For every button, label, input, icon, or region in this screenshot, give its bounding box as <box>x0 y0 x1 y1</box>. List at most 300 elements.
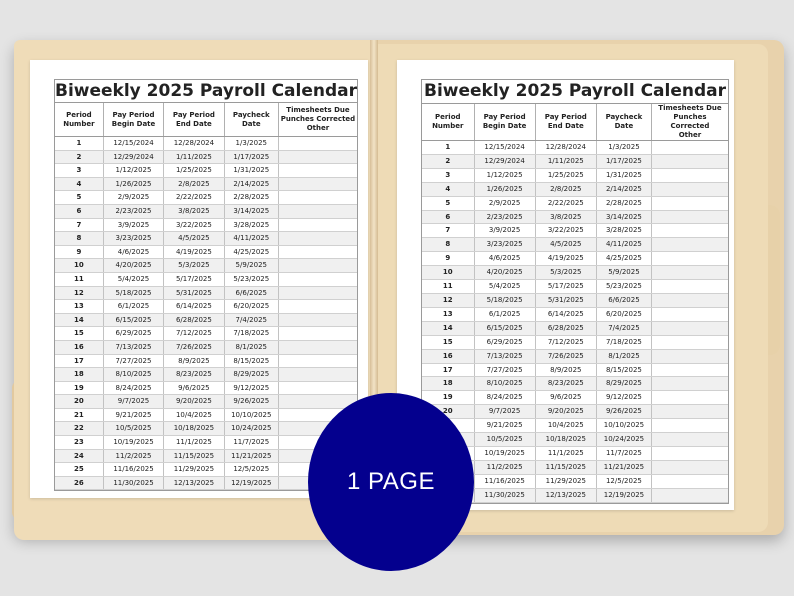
paycheck-date-cell: 8/29/2025 <box>596 377 651 391</box>
begin-date-cell: 2/9/2025 <box>474 196 535 210</box>
paycheck-date-cell: 1/31/2025 <box>224 164 278 178</box>
timesheets-due-cell <box>651 419 728 433</box>
timesheets-due-cell <box>651 474 728 488</box>
paycheck-date-cell: 1/3/2025 <box>224 137 278 151</box>
timesheets-due-cell <box>651 266 728 280</box>
end-date-header: Pay Period End Date <box>164 103 224 137</box>
paycheck-date-cell: 1/3/2025 <box>596 141 651 155</box>
period-number-cell: 3 <box>55 164 103 178</box>
end-date-cell: 10/18/2025 <box>535 433 596 447</box>
timesheets-due-header: Timesheets Due Punches Corrected Other <box>651 104 728 141</box>
timesheets-due-cell <box>278 381 357 395</box>
paycheck-date-header: Paycheck Date <box>596 104 651 141</box>
period-number-cell: 19 <box>55 381 103 395</box>
timesheets-due-cell <box>278 150 357 164</box>
period-number-cell: 24 <box>55 449 103 463</box>
payroll-table <box>55 103 357 490</box>
begin-date-cell: 2/23/2025 <box>474 210 535 224</box>
begin-date-header: Pay Period Begin Date <box>474 104 535 141</box>
period-number-cell: 17 <box>55 354 103 368</box>
end-date-cell: 5/3/2025 <box>164 259 224 273</box>
begin-date-cell: 3/23/2025 <box>474 238 535 252</box>
begin-date-cell: 11/16/2025 <box>474 474 535 488</box>
timesheets-due-cell <box>651 405 728 419</box>
paycheck-date-cell: 4/11/2025 <box>224 232 278 246</box>
table-row <box>55 354 357 368</box>
paycheck-date-cell: 12/5/2025 <box>596 474 651 488</box>
table-row <box>422 377 728 391</box>
timesheets-due-cell <box>651 154 728 168</box>
begin-date-cell: 6/29/2025 <box>474 335 535 349</box>
paycheck-date-cell: 7/4/2025 <box>596 321 651 335</box>
table-row <box>55 272 357 286</box>
paycheck-date-cell: 8/15/2025 <box>596 363 651 377</box>
end-date-cell: 6/28/2025 <box>535 321 596 335</box>
end-date-cell: 8/9/2025 <box>164 354 224 368</box>
table-row <box>422 252 728 266</box>
end-date-cell: 11/15/2025 <box>535 460 596 474</box>
end-date-cell: 1/25/2025 <box>164 164 224 178</box>
begin-date-cell: 8/10/2025 <box>474 377 535 391</box>
paycheck-date-cell: 5/9/2025 <box>224 259 278 273</box>
end-date-cell: 2/22/2025 <box>535 196 596 210</box>
end-date-cell: 1/25/2025 <box>535 168 596 182</box>
end-date-cell: 12/28/2024 <box>535 141 596 155</box>
timesheets-due-header: Timesheets Due Punches Corrected Other <box>278 103 357 137</box>
end-date-cell: 4/5/2025 <box>164 232 224 246</box>
end-date-cell: 10/4/2025 <box>164 408 224 422</box>
table-row <box>55 232 357 246</box>
begin-date-cell: 12/29/2024 <box>103 150 163 164</box>
period-number-cell: 26 <box>55 476 103 490</box>
timesheets-due-cell <box>651 307 728 321</box>
paycheck-date-cell: 3/14/2025 <box>596 210 651 224</box>
period-number-cell: 25 <box>55 463 103 477</box>
paycheck-date-cell: 4/25/2025 <box>224 245 278 259</box>
period-number-cell: 15 <box>422 335 474 349</box>
begin-date-cell: 1/26/2025 <box>103 177 163 191</box>
period-number-cell: 12 <box>422 293 474 307</box>
table-row <box>55 436 357 450</box>
end-date-cell: 12/28/2024 <box>164 137 224 151</box>
end-date-cell: 8/9/2025 <box>535 363 596 377</box>
table-row <box>422 280 728 294</box>
period-number-cell: 15 <box>55 327 103 341</box>
begin-date-cell: 4/6/2025 <box>474 252 535 266</box>
end-date-cell: 7/26/2025 <box>535 349 596 363</box>
paycheck-date-cell: 5/23/2025 <box>224 272 278 286</box>
end-date-cell: 4/19/2025 <box>535 252 596 266</box>
paycheck-date-cell: 12/19/2025 <box>224 476 278 490</box>
begin-date-header: Pay Period Begin Date <box>103 103 163 137</box>
table-row <box>55 259 357 273</box>
timesheets-due-cell <box>278 191 357 205</box>
table-row <box>422 349 728 363</box>
period-number-cell: 8 <box>422 238 474 252</box>
period-number-cell: 4 <box>55 177 103 191</box>
end-date-cell: 12/13/2025 <box>164 476 224 490</box>
timesheets-due-cell <box>278 177 357 191</box>
table-row <box>422 182 728 196</box>
timesheets-due-cell <box>651 391 728 405</box>
header-row <box>422 104 728 141</box>
begin-date-cell: 10/5/2025 <box>474 433 535 447</box>
end-date-cell: 11/1/2025 <box>535 446 596 460</box>
period-number-cell: 9 <box>422 252 474 266</box>
payroll-table <box>422 104 728 503</box>
begin-date-cell: 2/23/2025 <box>103 204 163 218</box>
timesheets-due-cell <box>651 196 728 210</box>
period-number-cell: 11 <box>422 280 474 294</box>
period-number-cell: 19 <box>422 391 474 405</box>
table-row <box>55 300 357 314</box>
begin-date-cell: 12/29/2024 <box>474 154 535 168</box>
paycheck-date-cell: 6/6/2025 <box>224 286 278 300</box>
period-number-cell: 7 <box>55 218 103 232</box>
begin-date-cell: 10/19/2025 <box>103 436 163 450</box>
begin-date-cell: 3/23/2025 <box>103 232 163 246</box>
timesheets-due-cell <box>278 272 357 286</box>
paycheck-date-cell: 1/17/2025 <box>224 150 278 164</box>
table-row <box>422 321 728 335</box>
end-date-cell: 3/8/2025 <box>164 204 224 218</box>
paycheck-date-cell: 9/12/2025 <box>224 381 278 395</box>
begin-date-cell: 4/6/2025 <box>103 245 163 259</box>
paycheck-date-cell: 9/12/2025 <box>596 391 651 405</box>
period-number-cell: 7 <box>422 224 474 238</box>
end-date-cell: 5/31/2025 <box>535 293 596 307</box>
payroll-calendar-right <box>421 79 729 504</box>
table-row <box>55 245 357 259</box>
period-number-cell: 12 <box>55 286 103 300</box>
end-date-cell: 8/23/2025 <box>535 377 596 391</box>
timesheets-due-cell <box>651 280 728 294</box>
paycheck-date-cell: 8/1/2025 <box>224 340 278 354</box>
timesheets-due-cell <box>278 327 357 341</box>
end-date-cell: 11/1/2025 <box>164 436 224 450</box>
end-date-cell: 10/18/2025 <box>164 422 224 436</box>
paycheck-date-cell: 11/7/2025 <box>224 436 278 450</box>
begin-date-cell: 7/27/2025 <box>474 363 535 377</box>
table-row <box>55 422 357 436</box>
table-body <box>55 137 357 490</box>
begin-date-cell: 6/29/2025 <box>103 327 163 341</box>
begin-date-cell: 10/19/2025 <box>474 446 535 460</box>
table-row <box>422 335 728 349</box>
end-date-cell: 12/13/2025 <box>535 488 596 502</box>
header-row <box>55 103 357 137</box>
end-date-cell: 6/28/2025 <box>164 313 224 327</box>
end-date-cell: 5/17/2025 <box>535 280 596 294</box>
paycheck-date-cell: 12/19/2025 <box>596 488 651 502</box>
table-row <box>422 363 728 377</box>
end-date-cell: 4/5/2025 <box>535 238 596 252</box>
timesheets-due-cell <box>651 141 728 155</box>
table-row <box>55 368 357 382</box>
paycheck-date-cell: 1/17/2025 <box>596 154 651 168</box>
end-date-cell: 9/6/2025 <box>535 391 596 405</box>
period-number-cell: 6 <box>422 210 474 224</box>
begin-date-cell: 12/15/2024 <box>103 137 163 151</box>
period-number-cell: 21 <box>55 408 103 422</box>
timesheets-due-cell <box>651 252 728 266</box>
period-number-cell: 20 <box>55 395 103 409</box>
end-date-cell: 6/14/2025 <box>535 307 596 321</box>
table-row <box>55 204 357 218</box>
table-row <box>422 168 728 182</box>
paycheck-date-cell: 2/14/2025 <box>224 177 278 191</box>
table-row <box>422 224 728 238</box>
table-row <box>422 154 728 168</box>
table-row <box>422 196 728 210</box>
period-number-header: Period Number <box>55 103 103 137</box>
end-date-cell: 6/14/2025 <box>164 300 224 314</box>
paycheck-date-cell: 10/24/2025 <box>224 422 278 436</box>
begin-date-cell: 9/21/2025 <box>474 419 535 433</box>
paycheck-date-cell: 11/21/2025 <box>596 460 651 474</box>
timesheets-due-cell <box>651 182 728 196</box>
begin-date-cell: 4/20/2025 <box>103 259 163 273</box>
paycheck-date-cell: 6/20/2025 <box>596 307 651 321</box>
paycheck-date-cell: 1/31/2025 <box>596 168 651 182</box>
table-row <box>55 286 357 300</box>
table-row <box>422 419 728 433</box>
end-date-cell: 7/26/2025 <box>164 340 224 354</box>
begin-date-cell: 5/4/2025 <box>474 280 535 294</box>
period-number-cell: 10 <box>55 259 103 273</box>
end-date-cell: 4/19/2025 <box>164 245 224 259</box>
end-date-cell: 9/20/2025 <box>535 405 596 419</box>
table-row <box>422 293 728 307</box>
table-row <box>422 141 728 155</box>
end-date-cell: 5/17/2025 <box>164 272 224 286</box>
end-date-cell: 1/11/2025 <box>164 150 224 164</box>
period-number-cell: 16 <box>422 349 474 363</box>
period-number-cell: 13 <box>55 300 103 314</box>
period-number-cell: 10 <box>422 266 474 280</box>
period-number-cell: 23 <box>55 436 103 450</box>
begin-date-cell: 1/12/2025 <box>103 164 163 178</box>
end-date-cell: 2/8/2025 <box>535 182 596 196</box>
paycheck-date-cell: 4/11/2025 <box>596 238 651 252</box>
paycheck-date-cell: 6/6/2025 <box>596 293 651 307</box>
period-number-cell: 5 <box>55 191 103 205</box>
begin-date-cell: 8/24/2025 <box>103 381 163 395</box>
payroll-calendar-left <box>54 79 358 491</box>
period-number-cell: 16 <box>55 340 103 354</box>
end-date-cell: 9/6/2025 <box>164 381 224 395</box>
period-number-cell: 6 <box>55 204 103 218</box>
begin-date-cell: 5/18/2025 <box>103 286 163 300</box>
timesheets-due-cell <box>278 137 357 151</box>
paycheck-date-cell: 5/23/2025 <box>596 280 651 294</box>
table-row <box>55 191 357 205</box>
end-date-cell: 11/29/2025 <box>164 463 224 477</box>
timesheets-due-cell <box>278 204 357 218</box>
table-row <box>55 137 357 151</box>
paycheck-date-cell: 11/21/2025 <box>224 449 278 463</box>
paycheck-date-cell: 10/10/2025 <box>596 419 651 433</box>
period-number-cell: 14 <box>422 321 474 335</box>
table-row <box>55 408 357 422</box>
end-date-cell: 1/11/2025 <box>535 154 596 168</box>
begin-date-cell: 2/9/2025 <box>103 191 163 205</box>
timesheets-due-cell <box>651 433 728 447</box>
begin-date-cell: 6/1/2025 <box>474 307 535 321</box>
paycheck-date-cell: 11/7/2025 <box>596 446 651 460</box>
timesheets-due-cell <box>651 168 728 182</box>
begin-date-cell: 7/13/2025 <box>474 349 535 363</box>
begin-date-cell: 8/24/2025 <box>474 391 535 405</box>
period-number-cell: 1 <box>422 141 474 155</box>
table-row <box>55 395 357 409</box>
paycheck-date-cell: 10/24/2025 <box>596 433 651 447</box>
timesheets-due-cell <box>651 446 728 460</box>
begin-date-cell: 7/13/2025 <box>103 340 163 354</box>
timesheets-due-cell <box>651 335 728 349</box>
timesheets-due-cell <box>651 363 728 377</box>
table-row <box>55 218 357 232</box>
begin-date-cell: 11/16/2025 <box>103 463 163 477</box>
end-date-cell: 5/3/2025 <box>535 266 596 280</box>
begin-date-cell: 7/27/2025 <box>103 354 163 368</box>
period-number-cell: 17 <box>422 363 474 377</box>
paycheck-date-cell: 2/28/2025 <box>224 191 278 205</box>
paycheck-date-cell: 2/28/2025 <box>596 196 651 210</box>
end-date-cell: 11/29/2025 <box>535 474 596 488</box>
paycheck-date-cell: 4/25/2025 <box>596 252 651 266</box>
end-date-cell: 2/22/2025 <box>164 191 224 205</box>
timesheets-due-cell <box>278 300 357 314</box>
timesheets-due-cell <box>651 224 728 238</box>
timesheets-due-cell <box>278 313 357 327</box>
period-number-cell: 13 <box>422 307 474 321</box>
table-row <box>422 307 728 321</box>
period-number-cell: 11 <box>55 272 103 286</box>
paycheck-date-cell: 3/28/2025 <box>224 218 278 232</box>
timesheets-due-cell <box>651 377 728 391</box>
paycheck-date-cell: 3/28/2025 <box>596 224 651 238</box>
end-date-cell: 11/15/2025 <box>164 449 224 463</box>
begin-date-cell: 11/30/2025 <box>474 488 535 502</box>
end-date-cell: 10/4/2025 <box>535 419 596 433</box>
end-date-cell: 9/20/2025 <box>164 395 224 409</box>
table-row <box>55 327 357 341</box>
timesheets-due-cell <box>651 488 728 502</box>
begin-date-cell: 6/1/2025 <box>103 300 163 314</box>
table-row <box>55 313 357 327</box>
begin-date-cell: 1/26/2025 <box>474 182 535 196</box>
timesheets-due-cell <box>278 164 357 178</box>
period-number-header: Period Number <box>422 104 474 141</box>
period-number-cell: 5 <box>422 196 474 210</box>
table-row <box>422 266 728 280</box>
timesheets-due-cell <box>278 245 357 259</box>
table-row <box>422 391 728 405</box>
begin-date-cell: 9/21/2025 <box>103 408 163 422</box>
table-row <box>422 210 728 224</box>
period-number-cell: 22 <box>55 422 103 436</box>
begin-date-cell: 3/9/2025 <box>474 224 535 238</box>
begin-date-cell: 11/2/2025 <box>103 449 163 463</box>
begin-date-cell: 11/30/2025 <box>103 476 163 490</box>
paycheck-date-cell: 6/20/2025 <box>224 300 278 314</box>
paycheck-date-cell: 7/18/2025 <box>596 335 651 349</box>
begin-date-cell: 6/15/2025 <box>103 313 163 327</box>
paycheck-date-cell: 8/15/2025 <box>224 354 278 368</box>
timesheets-due-cell <box>651 321 728 335</box>
period-number-cell: 1 <box>55 137 103 151</box>
paycheck-date-cell: 9/26/2025 <box>596 405 651 419</box>
timesheets-due-cell <box>278 354 357 368</box>
period-number-cell: 20 <box>422 405 474 419</box>
begin-date-cell: 11/2/2025 <box>474 460 535 474</box>
table-row <box>55 164 357 178</box>
end-date-cell: 2/8/2025 <box>164 177 224 191</box>
end-date-cell: 7/12/2025 <box>164 327 224 341</box>
table-row <box>422 238 728 252</box>
table-row <box>55 150 357 164</box>
period-number-cell: 8 <box>55 232 103 246</box>
paycheck-date-cell: 5/9/2025 <box>596 266 651 280</box>
timesheets-due-cell <box>278 259 357 273</box>
timesheets-due-cell <box>651 238 728 252</box>
table-row <box>55 381 357 395</box>
timesheets-due-cell <box>278 232 357 246</box>
begin-date-cell: 1/12/2025 <box>474 168 535 182</box>
badge-label: 1 PAGE <box>347 468 435 495</box>
paycheck-date-cell: 9/26/2025 <box>224 395 278 409</box>
paycheck-date-cell: 7/18/2025 <box>224 327 278 341</box>
end-date-cell: 3/22/2025 <box>535 224 596 238</box>
page-count-badge <box>308 393 474 571</box>
period-number-cell: 2 <box>55 150 103 164</box>
period-number-cell: 2 <box>422 154 474 168</box>
period-number-cell: 3 <box>422 168 474 182</box>
period-number-cell: 14 <box>55 313 103 327</box>
table-row <box>55 177 357 191</box>
paycheck-date-cell: 2/14/2025 <box>596 182 651 196</box>
period-number-cell: 18 <box>55 368 103 382</box>
end-date-cell: 8/23/2025 <box>164 368 224 382</box>
timesheets-due-cell <box>278 218 357 232</box>
calendar-title: Biweekly 2025 Payroll Calendar <box>55 81 358 101</box>
paycheck-date-header: Paycheck Date <box>224 103 278 137</box>
timesheets-due-cell <box>278 368 357 382</box>
begin-date-cell: 5/4/2025 <box>103 272 163 286</box>
period-number-cell: 18 <box>422 377 474 391</box>
table-row <box>422 405 728 419</box>
timesheets-due-cell <box>278 340 357 354</box>
begin-date-cell: 4/20/2025 <box>474 266 535 280</box>
timesheets-due-cell <box>651 460 728 474</box>
paycheck-date-cell: 12/5/2025 <box>224 463 278 477</box>
timesheets-due-cell <box>651 349 728 363</box>
end-date-cell: 7/12/2025 <box>535 335 596 349</box>
end-date-cell: 3/22/2025 <box>164 218 224 232</box>
paycheck-date-cell: 7/4/2025 <box>224 313 278 327</box>
timesheets-due-cell <box>651 210 728 224</box>
begin-date-cell: 5/18/2025 <box>474 293 535 307</box>
begin-date-cell: 8/10/2025 <box>103 368 163 382</box>
timesheets-due-cell <box>651 293 728 307</box>
begin-date-cell: 6/15/2025 <box>474 321 535 335</box>
paycheck-date-cell: 3/14/2025 <box>224 204 278 218</box>
period-number-cell: 9 <box>55 245 103 259</box>
paycheck-date-cell: 8/1/2025 <box>596 349 651 363</box>
begin-date-cell: 12/15/2024 <box>474 141 535 155</box>
paycheck-date-cell: 10/10/2025 <box>224 408 278 422</box>
